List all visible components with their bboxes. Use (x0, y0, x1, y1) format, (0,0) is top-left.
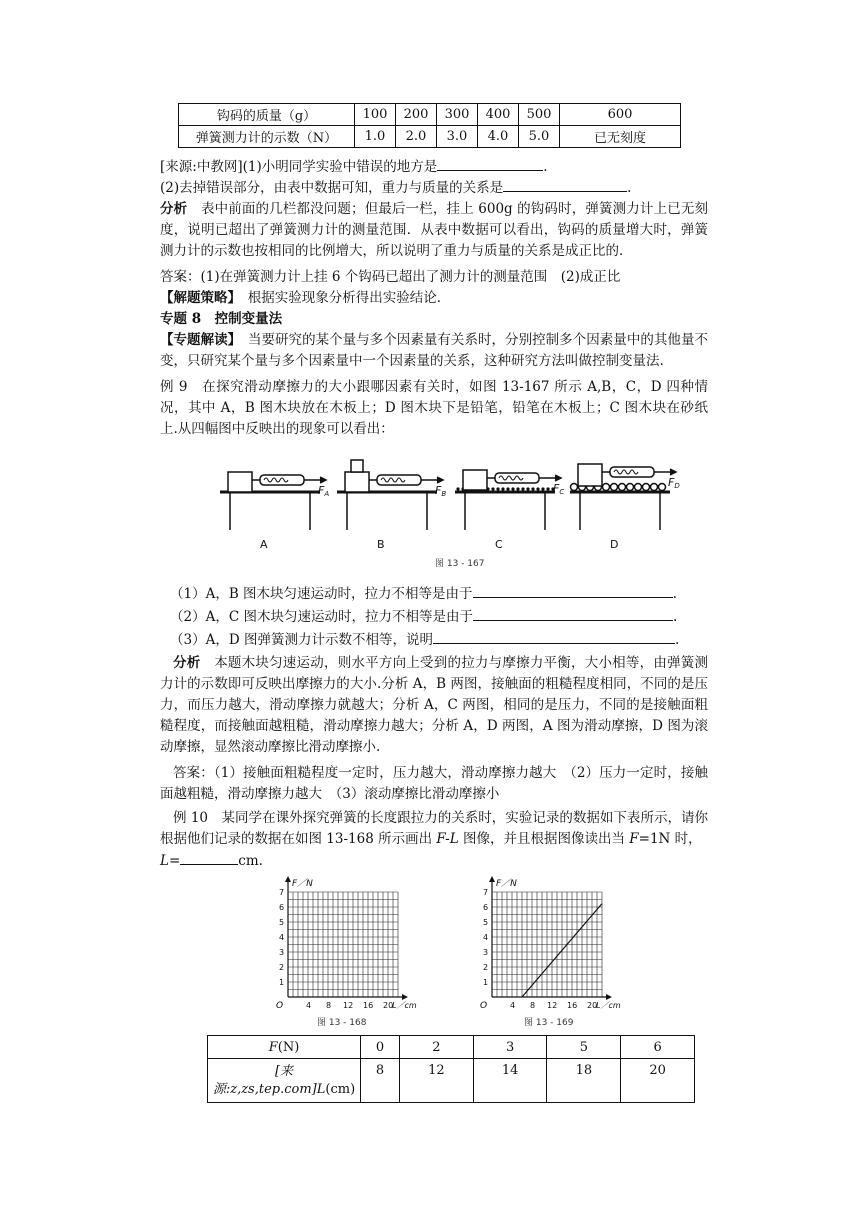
ex10-text: 图像，并且根据图像读出当 (458, 831, 630, 847)
topic-intro (160, 330, 708, 372)
label-unit: (cm) (325, 1081, 356, 1097)
table-cell: 20 (621, 1059, 695, 1103)
sand-grain (456, 487, 459, 490)
ex10-f: F (629, 831, 639, 847)
question-9-2-text: （2）A，C 图木块匀速运动时，拉力不相等是由于 (170, 609, 473, 625)
table-cell: 2.0 (396, 126, 437, 148)
graph-13-168 (262, 875, 417, 1030)
arrow-head (670, 469, 676, 475)
wooden-block (345, 472, 369, 492)
force-length-table (207, 1035, 695, 1103)
answer-blank (473, 583, 673, 598)
spring-scale (495, 473, 539, 483)
table-cell: 已无刻度 (560, 126, 681, 148)
sand-grain (501, 487, 504, 490)
force-label: FA (318, 484, 330, 498)
analysis-2 (160, 653, 708, 758)
table-cell: 14 (473, 1059, 547, 1103)
wooden-block (228, 472, 252, 492)
ex10-text: 例 10 某同学在课外探究弹簧的长度跟拉力的关系时，实验记录的数据如下表所示，请你根据他们记录的数据在如图 13-168 所示画出 (160, 810, 708, 847)
analysis-1 (160, 199, 708, 262)
answer-1: 答案：(1)在弹簧测力计上挂 6 个钩码已超出了测力计的测量范围 (2)成正比 (160, 269, 621, 285)
y-tick-label: 6 (483, 903, 489, 912)
table-cell: 3.0 (437, 126, 478, 148)
table-cell: 5 (547, 1036, 621, 1059)
strategy-text: 根据实验现象分析得出实验结论． (247, 290, 451, 306)
ex10-fl: F-L (436, 831, 459, 847)
pencil (659, 484, 666, 491)
table-cell: 3 (473, 1036, 547, 1059)
table-cell: 100 (355, 104, 396, 126)
sand-grain (491, 487, 494, 490)
y-tick-label: 3 (483, 948, 489, 957)
figure-label: B (377, 538, 385, 551)
force-subscript: D (674, 482, 680, 490)
force-label: FD (668, 476, 680, 490)
table-cell: 200 (396, 104, 437, 126)
spring-scale (377, 475, 421, 485)
friction-setup-c (455, 470, 564, 551)
x-tick-label: 20 (587, 1001, 598, 1010)
analysis-label: 分析 (173, 655, 201, 671)
ex10-text: =1N 时， (638, 831, 702, 847)
pencil (635, 484, 642, 491)
sand-grain (521, 487, 524, 490)
period: . (672, 609, 678, 625)
x-tick-label: 8 (530, 1001, 536, 1010)
friction-setup-a (220, 472, 329, 551)
topic-heading: 专题 8 控制变量法 (160, 311, 283, 327)
arrow-head (437, 477, 443, 483)
x-tick-label: 4 (306, 1001, 312, 1010)
y-tick-label: 1 (279, 978, 285, 987)
y-tick-label: 5 (279, 918, 285, 927)
answer-blank (180, 850, 238, 865)
graph-caption: 图 13 - 168 (317, 1018, 367, 1028)
sand-grain (541, 487, 544, 490)
answer-blank (437, 156, 543, 171)
wooden-block (578, 464, 602, 486)
table-cell: 400 (478, 104, 519, 126)
sand-grain (546, 487, 549, 490)
question-9-2 (170, 606, 730, 627)
table-header-force (208, 1036, 361, 1059)
friction-setup-d (570, 464, 680, 551)
analysis-label: 分析 (160, 201, 188, 217)
y-tick-label: 5 (483, 918, 489, 927)
table-cell: 6 (621, 1036, 695, 1059)
table-cell: 8 (361, 1059, 400, 1103)
wooden-block (463, 470, 487, 490)
friction-setup-b (337, 460, 446, 551)
sand-grain (496, 487, 499, 490)
table-cell: 300 (437, 104, 478, 126)
topic-intro-text: 当要研究的某个量与多个因素量有关系时，分别控制多个因素量中的其他量不变，只研究某个量与多个因素量中一个因素量的关系，这种研究方法叫做控制变量法. (160, 332, 708, 369)
sand-grain (536, 487, 539, 490)
answer-blank (473, 606, 673, 621)
answer-blank (503, 177, 627, 192)
force-subscript: A (324, 490, 330, 498)
pencil (619, 484, 626, 491)
strategy (160, 288, 720, 308)
y-axis-label: F／N (496, 879, 517, 889)
example-9: 例 9 在探究滑动摩擦力的大小跟哪因素有关时，如图 13-167 所示 A,B，C，D 四种情况，其中 A，B 图木块放在木板上；D 图木块下是铅笔，铅笔在木板上；C 图木块在砂纸上.从四幅图中反映出的现象可以看出： (160, 379, 708, 437)
x-tick-label: 16 (363, 1001, 374, 1010)
y-arrow (489, 876, 495, 882)
force-label: FB (435, 484, 447, 498)
label-l: L (316, 1081, 326, 1097)
source-note: [来 (274, 1063, 294, 1079)
analysis-text: 表中前面的几栏都没问题；但最后一栏，挂上 600g 的钩码时，弹簧测力计上已无刻度，说明已超出了弹簧测力计的测量范围．从表中数据可以看出，钩码的质量增大时，弹簧测力计的示数也按相同的比例增大，所以说明了重力与质量的关系是成正比的． (160, 201, 709, 259)
question-9-3 (170, 629, 730, 650)
arrow-head (320, 477, 326, 483)
x-tick-label: 12 (343, 1001, 354, 1010)
figure-label: D (610, 538, 619, 551)
example-10 (160, 808, 708, 872)
table-cell: 500 (519, 104, 560, 126)
origin-label: O (276, 1001, 284, 1011)
question-1-text: [来源:中教网](1)小明同学实验中错误的地方是 (160, 159, 438, 175)
graph-caption: 图 13 - 169 (524, 1018, 574, 1028)
friction-figure (215, 446, 685, 572)
table-cell: 12 (400, 1059, 474, 1103)
y-tick-label: 2 (483, 963, 489, 972)
question-9-3-text: （3）A，D 图弹簧测力计示数不相等，说明 (170, 632, 433, 648)
pencil (651, 484, 658, 491)
table-cell: 18 (547, 1059, 621, 1103)
sand-grain (516, 487, 519, 490)
table-header-length (208, 1059, 361, 1103)
analysis-text: 本题木块匀速运动，则水平方向上受到的拉力与摩擦力平衡，大小相等，由弹簧测力计的示数即可反映出摩擦力的大小.分析 A，B 两图，接触面的粗糙程度相同，不同的是压力，而压力越大，滑动摩擦力就越大；分析 A，C 两图，相同的是压力，不同的是接触面粗糙程度，而接触面越粗糙，滑动摩擦力越大；分析 A，D 两图，A 图为滑动摩擦，D 图为滚动摩擦，显然滚动摩擦比滑动摩擦小. (160, 655, 709, 755)
table-cell: 4.0 (478, 126, 519, 148)
x-arrow (402, 994, 408, 1000)
pencil (603, 484, 610, 491)
x-axis-label: L／cm (392, 1001, 417, 1010)
question-2 (160, 177, 720, 198)
mass-force-table (178, 103, 681, 148)
y-tick-label: 1 (483, 978, 489, 987)
sand-grain (506, 487, 509, 490)
force-subscript: B (441, 490, 447, 498)
pencil (643, 484, 650, 491)
ex10-l: L (160, 853, 169, 869)
figure-label: C (495, 538, 503, 551)
sand-grain (531, 487, 534, 490)
table-header-force: 弹簧测力计的示数（N） (179, 126, 355, 148)
x-tick-label: 16 (567, 1001, 578, 1010)
table-header-mass: 钩码的质量（g） (179, 104, 355, 126)
x-tick-label: 8 (326, 1001, 332, 1010)
y-tick-label: 3 (279, 948, 285, 957)
figure-caption: 图 13 - 167 (435, 559, 485, 569)
x-axis-label: L／cm (596, 1001, 621, 1010)
spring-scale (610, 467, 654, 477)
weight (351, 460, 363, 472)
arrow-head (555, 475, 561, 481)
x-arrow (606, 994, 612, 1000)
table-cell: 2 (400, 1036, 474, 1059)
period: . (627, 180, 632, 196)
source-note: 源:z,zs,tep.com] (212, 1081, 317, 1097)
y-tick-label: 7 (279, 888, 285, 897)
y-tick-label: 2 (279, 963, 285, 972)
question-9-1-text: （1）A，B 图木块匀速运动时，拉力不相等是由于 (170, 586, 473, 602)
pencil (627, 484, 634, 491)
x-tick-label: 4 (510, 1001, 516, 1010)
table-cell: 0 (361, 1036, 400, 1059)
force-subscript: C (559, 488, 565, 496)
table-cell: 1.0 (355, 126, 396, 148)
y-tick-label: 7 (483, 888, 489, 897)
y-arrow (285, 876, 291, 882)
y-axis-label: F／N (292, 879, 313, 889)
topic-intro-label: 【专题解读】 (160, 332, 235, 348)
force-label: FC (553, 482, 565, 496)
pencil (611, 484, 618, 491)
question-9-1 (170, 583, 730, 604)
x-tick-label: 12 (547, 1001, 558, 1010)
label-f: F (268, 1039, 278, 1055)
question-1 (160, 156, 720, 177)
answer-2: 答案：（1）接触面粗糙程度一定时，压力越大，滑动摩擦力越大 （2）压力一定时，接触面越粗糙，滑动摩擦力越大 （3）滚动摩擦比滑动摩擦小 (160, 765, 708, 802)
x-tick-label: 20 (383, 1001, 394, 1010)
pencil (571, 484, 578, 491)
figure-label: A (260, 538, 268, 551)
label-unit: (N) (277, 1039, 300, 1055)
spring-scale (260, 475, 304, 485)
y-tick-label: 6 (279, 903, 285, 912)
sand-grain (511, 487, 514, 490)
y-tick-label: 4 (279, 933, 285, 942)
y-tick-label: 4 (483, 933, 489, 942)
table-cell: 600 (560, 104, 681, 126)
period: . (672, 586, 677, 602)
period: . (674, 632, 680, 648)
ex10-text: cm. (238, 853, 263, 869)
sand-grain (526, 487, 529, 490)
ex10-text: = (168, 853, 181, 869)
table-cell: 5.0 (519, 126, 560, 148)
period: . (543, 159, 548, 175)
question-2-text: (2)去掉错误部分，由表中数据可知，重力与质量的关系是 (160, 180, 504, 196)
strategy-label: 【解题策略】 (160, 290, 235, 306)
origin-label: O (480, 1001, 488, 1011)
answer-blank (433, 629, 675, 644)
graph-13-169 (466, 875, 621, 1030)
